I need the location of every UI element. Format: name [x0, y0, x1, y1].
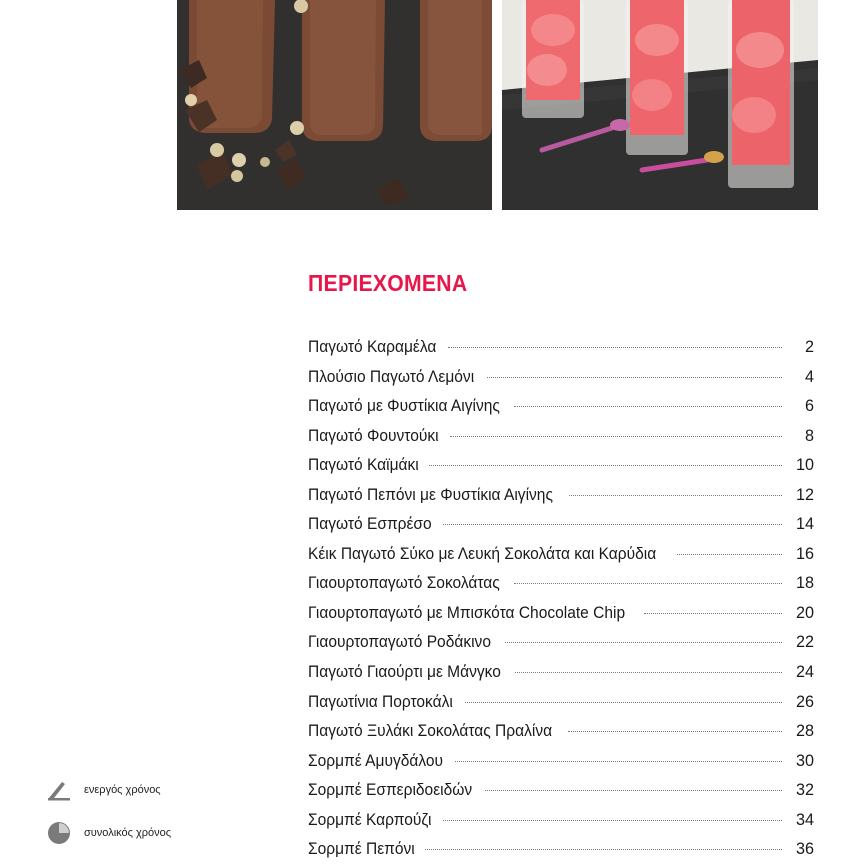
toc-entry-label: Πλούσιο Παγωτό Λεμόνι	[308, 367, 475, 386]
sorbet-glasses-image	[502, 0, 818, 210]
toc-dot-leader	[515, 672, 782, 673]
toc-entry-label: Παγωτό Πεπόνι με Φυστίκια Αιγίνης	[308, 485, 553, 504]
strawberry-sorbet-glasses-photo	[502, 0, 818, 210]
knife-icon	[46, 778, 72, 802]
toc-entry-page: 30	[795, 751, 814, 770]
toc-entry-page: 18	[795, 574, 814, 593]
toc-dot-leader	[450, 436, 782, 437]
page-title: ΠΕΡΙΕΧΟΜΕΝΑ	[308, 270, 468, 296]
toc-dot-leader	[448, 347, 782, 348]
toc-entry[interactable]	[308, 806, 814, 836]
toc-entry[interactable]	[308, 628, 814, 658]
toc-entry-page: 2	[804, 338, 814, 356]
toc-entry[interactable]	[308, 333, 814, 363]
clock-icon	[46, 820, 72, 846]
toc-entry-page: 26	[795, 692, 814, 711]
toc-dot-leader	[568, 731, 782, 732]
toc-entry-page: 8	[804, 426, 814, 445]
toc-dot-leader	[485, 790, 782, 791]
toc-entry-label: Παγωτό με Φυστίκια Αιγίνης	[308, 397, 500, 416]
toc-entry[interactable]	[308, 747, 814, 777]
toc-entry-page: 4	[804, 367, 814, 386]
toc-entry-label: Σορμπέ Καρπούζι	[308, 810, 432, 829]
toc-entry-page: 6	[804, 397, 814, 416]
toc-entry-label: Σορμπέ Εσπεριδοειδών	[308, 781, 473, 800]
toc-entry-page: 32	[795, 781, 814, 800]
toc-entry-page: 24	[795, 663, 814, 682]
toc-entry[interactable]	[308, 540, 814, 570]
toc-entry[interactable]	[308, 717, 814, 747]
toc-entry-page: 20	[795, 603, 814, 622]
toc-dot-leader	[677, 554, 782, 555]
toc-entry[interactable]	[308, 392, 814, 422]
toc-entry-page: 12	[795, 485, 814, 504]
toc-entry-label: Παγωτό Φουντούκι	[308, 426, 439, 445]
toc-dot-leader	[429, 465, 782, 466]
toc-entry-label: Κέικ Παγωτό Σύκο με Λευκή Σοκολάτα και Καρύδια	[308, 544, 657, 563]
chocolate-popsicles-image	[177, 0, 492, 210]
toc-dot-leader	[443, 524, 782, 525]
toc-entry-label: Παγωτίνια Πορτοκάλι	[308, 692, 453, 711]
toc-entry-label: Σορμπέ Αμυγδάλου	[308, 751, 444, 770]
toc-entry-label: Γιαουρτοπαγωτό Σοκολάτας	[308, 574, 500, 593]
toc-entry[interactable]	[308, 569, 814, 599]
toc-entry-label: Παγωτό Ξυλάκι Σοκολάτας Πραλίνα	[308, 722, 553, 741]
toc-entry-label: Παγωτό Καϊμάκι	[308, 456, 419, 475]
toc-entry-page: 10	[795, 456, 814, 475]
toc-dot-leader	[455, 761, 782, 762]
toc-entry[interactable]	[308, 599, 814, 629]
toc-entry[interactable]	[308, 658, 814, 688]
toc-entry[interactable]	[308, 510, 814, 540]
toc-entry-page: 22	[795, 633, 814, 652]
toc-entry[interactable]	[308, 422, 814, 452]
toc-entry-page: 36	[795, 840, 814, 859]
toc-entry-page: 28	[795, 722, 814, 741]
toc-dot-leader	[465, 702, 782, 703]
toc-entry-page: 14	[795, 515, 814, 534]
toc-entry-label: Σορμπέ Πεπόνι	[308, 840, 415, 859]
toc-dot-leader	[505, 642, 782, 643]
toc-entry-page: 16	[795, 544, 814, 563]
legend-label: ενεργός χρόνος	[84, 784, 161, 796]
toc-dot-leader	[644, 613, 782, 614]
toc-dot-leader	[443, 820, 782, 821]
chocolate-ice-cream-bars-photo	[177, 0, 492, 210]
toc-entry-label: Γιαουρτοπαγωτό Ροδάκινο	[308, 633, 491, 652]
toc-entry-label: Παγωτό Γιαούρτι με Μάνγκο	[308, 663, 501, 682]
toc-entry-page: 34	[795, 810, 814, 829]
toc-entry[interactable]	[308, 363, 814, 393]
toc-dot-leader	[425, 849, 782, 850]
legend-label: συνολικός χρόνος	[84, 827, 172, 839]
toc-entry[interactable]	[308, 451, 814, 481]
toc-entry-label: Παγωτό Εσπρέσο	[308, 515, 432, 534]
toc-dot-leader	[514, 406, 782, 407]
toc-dot-leader	[514, 583, 782, 584]
toc-dot-leader	[487, 377, 782, 378]
toc-entry[interactable]	[308, 835, 814, 865]
toc-entry[interactable]	[308, 481, 814, 511]
toc-entry-label: Γιαουρτοπαγωτό με Μπισκότα Chocolate Chip	[308, 603, 626, 622]
toc-entry[interactable]	[308, 776, 814, 806]
table-of-contents	[308, 333, 814, 865]
toc-entry[interactable]	[308, 688, 814, 718]
legend-total-time	[46, 820, 171, 846]
toc-entry-label: Παγωτό Καραμέλα	[308, 338, 437, 356]
toc-dot-leader	[569, 495, 782, 496]
legend-active-time	[46, 778, 161, 802]
